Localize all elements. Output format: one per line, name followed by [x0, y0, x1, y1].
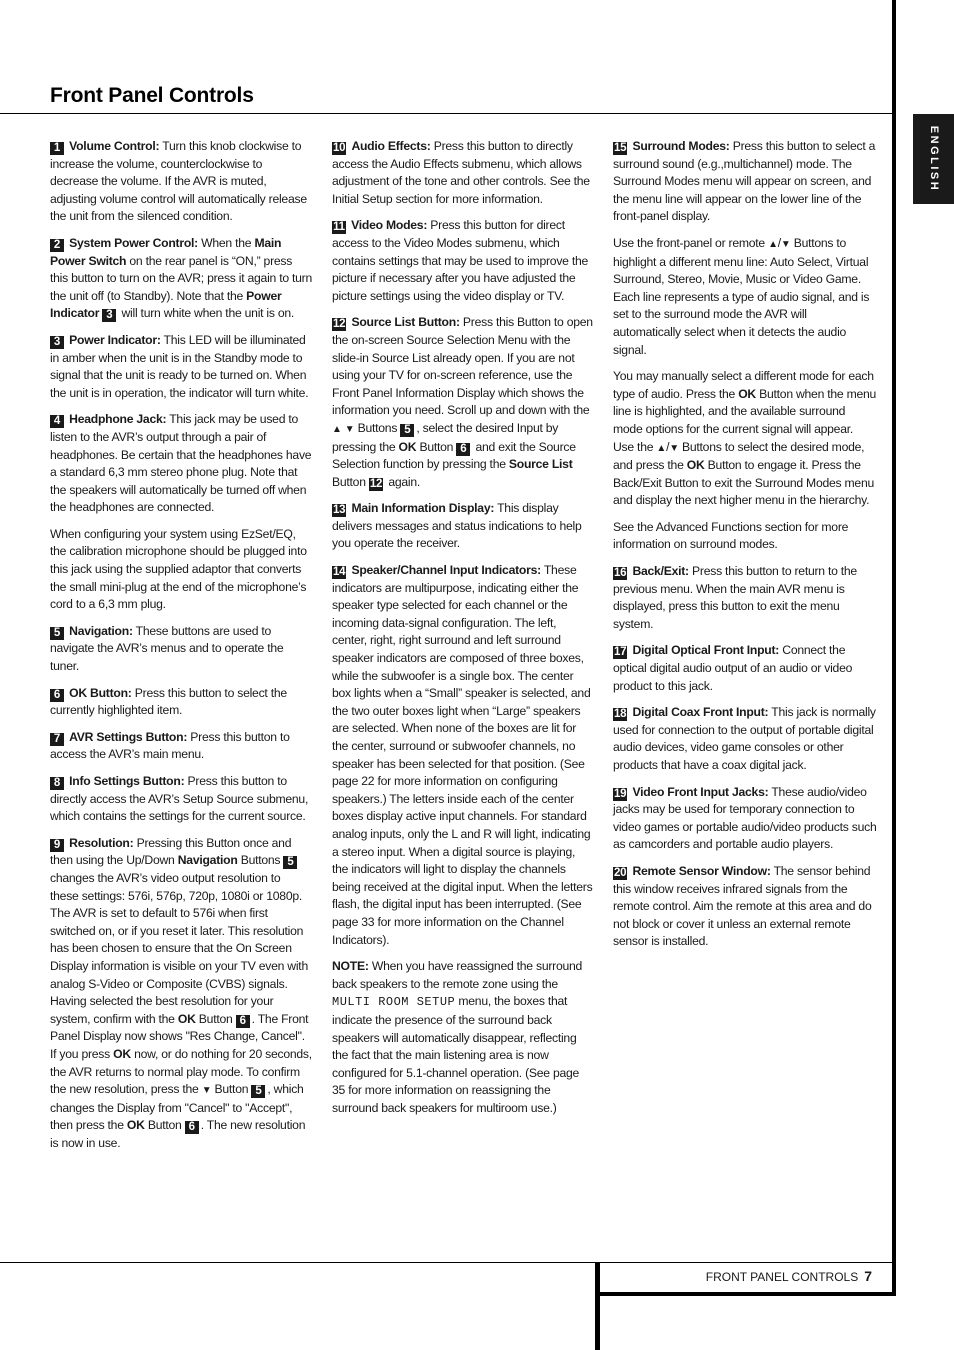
menu-name: MULTI ROOM SETUP	[332, 995, 456, 1010]
item-text: Pressing this Button once and then using the Up/Down	[50, 835, 292, 868]
item-number: 8	[50, 777, 64, 790]
item-text: Press this button to access the AVR’s main menu.	[50, 729, 290, 762]
item-title: Video Front Input Jacks:	[632, 784, 769, 799]
item-text: When the	[201, 235, 252, 250]
item-10	[332, 138, 594, 208]
note-label: NOTE:	[332, 959, 369, 974]
item-text: When you have reassigned the surround back speakers to the remote zone using the	[332, 959, 583, 991]
item-text: This jack may be used to listen to the AVR’s output through a pair of headphones. Be certain that the headphones have a standard 6,3 mm stereo phone plug. Note that the speakers will automatically be turned off when the headphones are connected.	[50, 412, 312, 515]
item-text: Press this button to directly access the Audio Effects submenu, which allows adjustment of the tone and other controls. See the Initial Setup section for more information.	[332, 139, 590, 206]
item-number: 4	[50, 415, 64, 428]
item-text: This LED will be illuminated in amber when the unit is in the Standby mode to signal that the unit is ready to be turned on. When the unit is in operation, the indicator will turn white.	[50, 332, 309, 400]
footer-horizontal-bar	[595, 1292, 896, 1296]
item-19	[613, 784, 877, 854]
item-text: When configuring your system using EzSet/EQ, the calibration microphone should be plugged into this jack using the supplied adaptor that converts the small mini-plug at the end of the microphone’s cord to a 6,3 mm plug.	[50, 526, 307, 612]
item-title: Headphone Jack:	[69, 412, 167, 427]
item-title: OK Button:	[69, 685, 132, 700]
item-number: 16	[614, 567, 627, 580]
ref-number: 3	[102, 309, 116, 322]
item-text: Press this button to directly access the AVR’s Setup Source submenu, which contains the settings for the current source.	[50, 774, 309, 824]
item-text: , select the desired Input by pressing the	[332, 420, 559, 454]
item-text: and exit the Source Selection function by pressing the	[332, 439, 576, 472]
item-number: 12	[333, 318, 346, 331]
item-number: 5	[50, 627, 64, 640]
item-15	[613, 138, 877, 226]
item-9	[50, 835, 312, 1153]
item-1	[50, 138, 312, 226]
ref-number: 6	[236, 1015, 250, 1028]
down-arrow-icon: ▼	[780, 238, 791, 250]
item-text: Button	[198, 1011, 233, 1026]
bold-term: OK	[126, 1118, 145, 1133]
bold-term: OK	[177, 1011, 196, 1026]
item-8	[50, 773, 312, 826]
note	[332, 958, 594, 1117]
item-16	[613, 563, 877, 633]
item-text: Button	[332, 474, 366, 489]
column-1	[50, 138, 312, 1161]
header-rule	[0, 113, 894, 114]
item-text: menu, the boxes that indicate the presence of the surround back speakers will automatically disappear, reflecting the fact that the main listening area is now configured for 5.1-channel operation. (See page 35 for more information on reassigning the surround back speakers for multiroom use.)	[332, 994, 580, 1115]
ref-number: 5	[251, 1085, 265, 1098]
item-text: Buttons to highlight a different menu line: Auto Select, Virtual Surround, Stereo, Movie, Music or Video Game. Each line represents a type of audio signal, and is set to the surround mode the AVR will automatically select when it detects the audio signal.	[613, 235, 870, 357]
item-text: These audio/video jacks may be used for temporary connection to video games or portable audio/video products such as camcorders and portable audio players.	[613, 784, 877, 852]
bold-term: OK	[398, 439, 417, 454]
item-text: Button	[214, 1082, 249, 1097]
item-text: These indicators are multipurpose, indicating either the speaker type selected for each channel or the incoming data-signal configuration. The left, center, right, right surround and left surround speaker indicators are composed of three boxes, while the subwoofer is a single box. The center box lights when a “Small” speaker is selected, and the two outer boxes light when “Large” speakers are selected. When none of the boxes are lit for the center, surround or subwoofer channels, no speaker has been selected for that position. (See page 22 for more information on configuring speakers.) The letters inside each of the center boxes display active input channels. For standard analog inputs, only the L and R will light, indicating a stereo input. When a digital source is playing, the indicators will light to display the channels being received at the digital input. When the letters flash, the digital input has been interrupted. (See page 33 for more information on the Channel Indicators).	[332, 563, 593, 947]
item-number: 10	[333, 142, 346, 154]
item-number: 14	[333, 566, 346, 579]
item-text: on the rear panel is “ON,” press this button to turn on the AVR; press it again to turn the unit off (to Standby). Note that the	[50, 253, 313, 303]
item-text: Buttons	[357, 420, 398, 435]
item-2	[50, 235, 312, 323]
bold-term: Source List	[508, 457, 573, 472]
bold-term: Power Indicator	[50, 288, 282, 321]
up-arrow-icon: ▲	[768, 238, 778, 250]
right-edge-bar	[892, 0, 896, 1296]
item-6	[50, 685, 312, 720]
ref-number: 5	[400, 424, 414, 437]
item-text: changes the AVR’s video output resolution to these settings: 576i, 576p, 720p, 1080i or 1080p. The AVR is set to default to 576i when first switched on, or if you reset it later. This resolution has been chosen to ensure that the On Screen Display information is visible on your TV even with analog S-Video or Composite (CVBS) signals. Having selected the best resolution for your system, confirm with the	[50, 870, 308, 1026]
item-text: These buttons are used to navigate the AVR’s menus and to operate the tuner.	[50, 623, 284, 674]
item-text: Buttons	[240, 853, 281, 868]
language-tab	[913, 114, 954, 204]
item-15-paragraph-3: You may manually select a different mode for each type of audio. Press the OK Button when the menu line is highlighted, and the available surround mode options for the current signal will appear. Use the ▲/▼ Buttons to select the desired mode, and press the OK Button to engage it. Press the Back/Exit Button to exit the Surround Modes menu and display the next higher menu in the hierarchy.	[613, 369, 877, 508]
item-number: 11	[333, 221, 345, 234]
item-text: This display delivers messages and status indications to help you operate the receiver.	[332, 501, 582, 551]
item-text: The sensor behind this window receives infrared signals from the remote control. Aim the remote at this area and do not block or cover it unless an external remote sensor is installed.	[613, 863, 872, 949]
item-title: Volume Control:	[69, 139, 160, 153]
item-title: Back/Exit:	[632, 564, 689, 579]
item-number: 20	[614, 866, 627, 879]
item-number: 13	[333, 504, 346, 517]
item-11	[332, 217, 594, 305]
item-text: You may manually select a different mode for each type of audio. Press the	[613, 369, 874, 401]
item-text: Button	[419, 439, 454, 454]
up-arrow-icon: ▲	[332, 423, 342, 435]
item-text: Press this button to select the currently highlighted item.	[50, 685, 287, 718]
item-number: 9	[50, 839, 64, 852]
up-arrow-icon: ▲	[656, 442, 667, 454]
bold-term: OK	[738, 386, 756, 401]
column-2	[332, 138, 594, 1126]
item-number: 18	[614, 708, 627, 721]
bold-term: OK	[113, 1046, 131, 1061]
footer-rule	[0, 1262, 596, 1263]
item-title: Power Indicator:	[69, 332, 161, 347]
page-number: 7	[864, 1268, 872, 1284]
down-arrow-icon: ▼	[344, 423, 355, 435]
item-18	[613, 704, 877, 774]
item-4	[50, 411, 312, 517]
item-number: 17	[614, 646, 627, 659]
item-title: Surround Modes:	[632, 139, 730, 153]
item-text: Button	[147, 1118, 182, 1133]
item-17	[613, 642, 877, 695]
item-title: Info Settings Button:	[69, 774, 185, 788]
item-title: Audio Effects:	[351, 139, 431, 153]
item-title: Resolution:	[69, 835, 134, 850]
item-number: 6	[50, 689, 64, 702]
item-title: Speaker/Channel Input Indicators:	[351, 563, 541, 578]
item-title: Video Modes:	[351, 218, 428, 233]
item-text: Press this button for direct access to the Video Modes submenu, which contains settings that may be used to improve the picture if necessary after you have adjusted the picture settings using the video display or TV.	[332, 218, 589, 303]
ref-number: 6	[456, 443, 470, 456]
footer	[600, 1268, 872, 1284]
item-text: Connect the optical digital audio output of an audio or video product to this jack.	[613, 643, 853, 693]
item-number: 19	[614, 787, 627, 800]
item-text: Button to engage it. Press the Back/Exit Button to exit the Surround Modes menu and display the next higher menu in the hierarchy.	[613, 458, 875, 508]
ref-number: 5	[283, 856, 297, 869]
item-number: 3	[50, 336, 64, 349]
down-arrow-icon: ▼	[669, 442, 679, 454]
bold-term: Navigation	[177, 853, 238, 868]
item-text: , which changes the Display from "Cancel" to "Accept", then press the	[50, 1082, 304, 1133]
item-number: 15	[614, 142, 627, 154]
item-15-paragraph-2: Use the front-panel or remote ▲/▼ Buttons to highlight a different menu line: Auto Select, Virtual Surround, Stereo, Movie, Music or Video Game. Each line represents a type of audio signal, and is set to the surround mode the AVR will automatically select when it detects the audio signal.	[613, 235, 870, 357]
footer-label: FRONT PANEL CONTROLS	[705, 1270, 859, 1284]
item-4-paragraph	[50, 526, 312, 614]
item-number: 1	[50, 142, 64, 155]
item-text: now, or do nothing for 20 seconds, the AVR returns to normal play mode. To confirm the new resolution, press the	[50, 1046, 312, 1097]
item-3	[50, 332, 312, 402]
item-title: System Power Control:	[69, 235, 198, 250]
down-arrow-icon: ▼	[201, 1085, 212, 1097]
item-text: Button when the menu line is highlighted, and the available surround mode options for the current signal will appear. Use the	[613, 386, 877, 454]
item-title: Digital Optical Front Input:	[632, 643, 780, 658]
item-title: Main Information Display:	[351, 501, 495, 516]
item-text: This jack is normally used for connection to the output of portable digital audio devices, video game consoles or other products that have a coax digital jack.	[613, 705, 876, 772]
item-text: Use the front-panel or remote	[613, 235, 765, 250]
item-13	[332, 500, 594, 553]
ref-number: 12	[369, 477, 383, 490]
item-text: Buttons to select the desired mode, and press the	[613, 439, 865, 473]
item-text: Turn this knob clockwise to increase the volume, counterclockwise to decrease the volume. If the AVR is muted, adjusting volume control will automatically release the unit from the silenced condition.	[50, 139, 307, 224]
item-15-paragraph-4	[613, 519, 877, 554]
ref-number: 6	[185, 1121, 199, 1134]
column-3	[613, 138, 877, 960]
item-text: See the Advanced Functions section for more information on surround modes.	[613, 519, 849, 552]
item-number: 2	[50, 239, 64, 252]
bold-term: OK	[686, 458, 705, 473]
item-title: Navigation:	[69, 623, 133, 638]
item-title: Remote Sensor Window:	[632, 863, 771, 878]
item-text: Press this button to select a surround sound (e.g.,multichannel) mode. The Surround Modes menu will appear on screen, and the menu line will appear on the lower line of the front-panel display.	[613, 139, 876, 224]
item-text: again.	[388, 474, 421, 489]
item-title: Source List Button:	[351, 315, 460, 330]
item-7	[50, 729, 312, 764]
item-text: will turn white when the unit is on.	[121, 306, 295, 321]
item-title: Digital Coax Front Input:	[632, 705, 769, 720]
item-text: . The new resolution is now in use.	[50, 1118, 306, 1150]
item-text: Press this button to return to the previous menu. When the main AVR menu is displayed, press this button to exit the menu system.	[613, 564, 857, 631]
item-20	[613, 863, 877, 951]
item-14	[332, 562, 594, 949]
language-label: ENGLISH	[927, 125, 940, 193]
bold-term: Main Power Switch	[50, 235, 282, 268]
item-number: 7	[50, 733, 64, 746]
item-title: AVR Settings Button:	[69, 729, 188, 744]
item-5	[50, 623, 312, 676]
item-text: . The Front Panel Display now shows "Res Change, Cancel". If you press	[50, 1011, 309, 1061]
item-text: Press this Button to open the on-screen Source Selection Menu with the slide-in Source List already open. If you are not using your TV for on-screen reference, use the Front Panel Information Display which shows the information you need. Scroll up and down with the	[332, 315, 593, 418]
page-title: Front Panel Controls	[50, 84, 254, 107]
item-12	[332, 314, 594, 491]
